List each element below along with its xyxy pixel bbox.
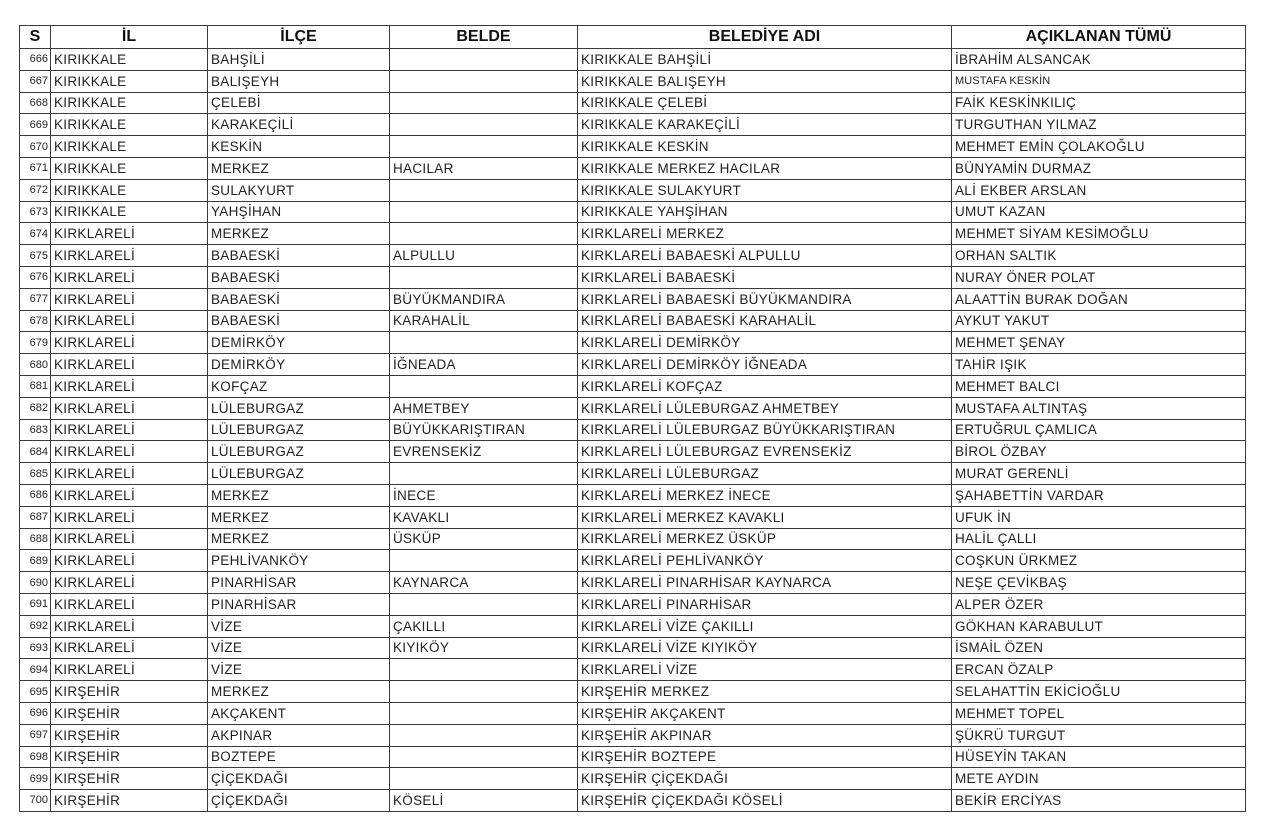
cell-il: KIRKLARELİ — [51, 484, 208, 506]
table-row — [20, 114, 1246, 136]
row-number: 678 — [20, 310, 51, 332]
cell-ilce: BALIŞEYH — [208, 70, 390, 92]
cell-il: KIRKLARELİ — [51, 245, 208, 267]
cell-belde — [390, 702, 578, 724]
cell-il: KIRKLARELİ — [51, 506, 208, 528]
cell-aciklanan-tumu: GÖKHAN KARABULUT — [952, 615, 1246, 637]
cell-belediye-adi: KIRIKKALE MERKEZ HACILAR — [578, 157, 952, 179]
table-row — [20, 746, 1246, 768]
cell-ilce: ÇELEBİ — [208, 92, 390, 114]
row-number: 693 — [20, 637, 51, 659]
cell-ilce: VİZE — [208, 659, 390, 681]
cell-belediye-adi: KIRKLARELİ LÜLEBURGAZ — [578, 463, 952, 485]
row-number: 681 — [20, 375, 51, 397]
row-number: 672 — [20, 179, 51, 201]
cell-il: KIRKLARELİ — [51, 288, 208, 310]
table-row — [20, 70, 1246, 92]
cell-belediye-adi: KIRKLARELİ BABAESKİ ALPULLU — [578, 245, 952, 267]
cell-belde — [390, 768, 578, 790]
table-row — [20, 441, 1246, 463]
cell-ilce: BOZTEPE — [208, 746, 390, 768]
row-number: 685 — [20, 463, 51, 485]
cell-ilce: LÜLEBURGAZ — [208, 397, 390, 419]
row-number: 676 — [20, 266, 51, 288]
row-number: 674 — [20, 223, 51, 245]
cell-belde — [390, 223, 578, 245]
table-row — [20, 615, 1246, 637]
cell-belde: KAVAKLI — [390, 506, 578, 528]
cell-il: KIRIKKALE — [51, 49, 208, 71]
cell-ilce: PEHLİVANKÖY — [208, 550, 390, 572]
cell-ilce: SULAKYURT — [208, 179, 390, 201]
cell-belediye-adi: KIRKLARELİ MERKEZ İNECE — [578, 484, 952, 506]
cell-belediye-adi: KIRŞEHİR AKÇAKENT — [578, 702, 952, 724]
row-number: 695 — [20, 681, 51, 703]
cell-ilce: KESKİN — [208, 136, 390, 158]
table-row — [20, 659, 1246, 681]
row-number: 667 — [20, 70, 51, 92]
cell-aciklanan-tumu: AYKUT YAKUT — [952, 310, 1246, 332]
cell-ilce: DEMİRKÖY — [208, 332, 390, 354]
cell-belediye-adi: KIRKLARELİ LÜLEBURGAZ EVRENSEKİZ — [578, 441, 952, 463]
row-number: 684 — [20, 441, 51, 463]
cell-belediye-adi: KIRKLARELİ PEHLİVANKÖY — [578, 550, 952, 572]
cell-belde — [390, 659, 578, 681]
header-s: S — [20, 26, 51, 49]
cell-il: KIRIKKALE — [51, 92, 208, 114]
row-number: 690 — [20, 572, 51, 594]
cell-il: KIRŞEHİR — [51, 724, 208, 746]
cell-il: KIRŞEHİR — [51, 790, 208, 812]
header-il: İL — [51, 26, 208, 49]
cell-il: KIRŞEHİR — [51, 768, 208, 790]
cell-il: KIRŞEHİR — [51, 746, 208, 768]
cell-belediye-adi: KIRKLARELİ BABAESKİ — [578, 266, 952, 288]
cell-belde: İĞNEADA — [390, 354, 578, 376]
cell-il: KIRIKKALE — [51, 157, 208, 179]
cell-belde: EVRENSEKİZ — [390, 441, 578, 463]
table-row — [20, 397, 1246, 419]
cell-belde — [390, 746, 578, 768]
row-number: 675 — [20, 245, 51, 267]
cell-belde — [390, 550, 578, 572]
table-row — [20, 593, 1246, 615]
cell-ilce: YAHŞİHAN — [208, 201, 390, 223]
cell-belediye-adi: KIRKLARELİ BABAESKİ BÜYÜKMANDIRA — [578, 288, 952, 310]
table-row — [20, 572, 1246, 594]
row-number: 694 — [20, 659, 51, 681]
cell-aciklanan-tumu: COŞKUN ÜRKMEZ — [952, 550, 1246, 572]
table-row — [20, 790, 1246, 812]
cell-belediye-adi: KIRKLARELİ MERKEZ ÜSKÜP — [578, 528, 952, 550]
cell-belediye-adi: KIRŞEHİR ÇİÇEKDAĞI — [578, 768, 952, 790]
row-number: 671 — [20, 157, 51, 179]
cell-belde — [390, 724, 578, 746]
cell-ilce: MERKEZ — [208, 681, 390, 703]
cell-belde — [390, 136, 578, 158]
cell-il: KIRKLARELİ — [51, 615, 208, 637]
table-row — [20, 332, 1246, 354]
results-table — [19, 25, 1246, 812]
cell-il: KIRKLARELİ — [51, 223, 208, 245]
cell-ilce: BABAESKİ — [208, 288, 390, 310]
cell-belde — [390, 201, 578, 223]
cell-belde: KÖSELİ — [390, 790, 578, 812]
cell-aciklanan-tumu: ERTUĞRUL ÇAMLICA — [952, 419, 1246, 441]
cell-belediye-adi: KIRIKKALE YAHŞİHAN — [578, 201, 952, 223]
cell-belde — [390, 332, 578, 354]
table-row — [20, 681, 1246, 703]
cell-belediye-adi: KIRKLARELİ VİZE ÇAKILLI — [578, 615, 952, 637]
cell-ilce: MERKEZ — [208, 528, 390, 550]
cell-il: KIRKLARELİ — [51, 419, 208, 441]
row-number: 686 — [20, 484, 51, 506]
cell-aciklanan-tumu: METE AYDIN — [952, 768, 1246, 790]
cell-il: KIRKLARELİ — [51, 659, 208, 681]
cell-ilce: AKPINAR — [208, 724, 390, 746]
cell-belediye-adi: KIRKLARELİ VİZE KIYIKÖY — [578, 637, 952, 659]
cell-belediye-adi: KIRKLARELİ LÜLEBURGAZ AHMETBEY — [578, 397, 952, 419]
cell-belde — [390, 593, 578, 615]
table-row — [20, 201, 1246, 223]
cell-ilce: BABAESKİ — [208, 310, 390, 332]
row-number: 683 — [20, 419, 51, 441]
cell-il: KIRKLARELİ — [51, 310, 208, 332]
cell-aciklanan-tumu: MUSTAFA ALTINTAŞ — [952, 397, 1246, 419]
cell-belediye-adi: KIRIKKALE KESKİN — [578, 136, 952, 158]
cell-belediye-adi: KIRIKKALE KARAKEÇİLİ — [578, 114, 952, 136]
cell-belde — [390, 266, 578, 288]
cell-aciklanan-tumu: İBRAHİM ALSANCAK — [952, 49, 1246, 71]
table-row — [20, 484, 1246, 506]
cell-aciklanan-tumu: FAİK KESKİNKILIÇ — [952, 92, 1246, 114]
cell-il: KIRŞEHİR — [51, 681, 208, 703]
row-number: 697 — [20, 724, 51, 746]
table-row — [20, 245, 1246, 267]
cell-belde — [390, 681, 578, 703]
cell-ilce: ÇİÇEKDAĞI — [208, 768, 390, 790]
row-number: 680 — [20, 354, 51, 376]
cell-aciklanan-tumu: ALİ EKBER ARSLAN — [952, 179, 1246, 201]
cell-belde: ÇAKILLI — [390, 615, 578, 637]
table-row — [20, 506, 1246, 528]
row-number: 682 — [20, 397, 51, 419]
cell-il: KIRŞEHİR — [51, 702, 208, 724]
cell-ilce: VİZE — [208, 615, 390, 637]
cell-ilce: LÜLEBURGAZ — [208, 441, 390, 463]
row-number: 687 — [20, 506, 51, 528]
cell-belediye-adi: KIRIKKALE BALIŞEYH — [578, 70, 952, 92]
row-number: 677 — [20, 288, 51, 310]
cell-ilce: PINARHİSAR — [208, 593, 390, 615]
cell-aciklanan-tumu: HÜSEYİN TAKAN — [952, 746, 1246, 768]
cell-belde: KIYIKÖY — [390, 637, 578, 659]
table-row — [20, 157, 1246, 179]
cell-aciklanan-tumu: İSMAİL ÖZEN — [952, 637, 1246, 659]
cell-belde — [390, 375, 578, 397]
table-row — [20, 724, 1246, 746]
cell-belediye-adi: KIRIKKALE SULAKYURT — [578, 179, 952, 201]
header-row — [20, 26, 1246, 49]
cell-ilce: LÜLEBURGAZ — [208, 463, 390, 485]
cell-aciklanan-tumu: ALAATTİN BURAK DOĞAN — [952, 288, 1246, 310]
table-row — [20, 179, 1246, 201]
row-number: 688 — [20, 528, 51, 550]
cell-belde: BÜYÜKKARIŞTIRAN — [390, 419, 578, 441]
cell-belediye-adi: KIRKLARELİ LÜLEBURGAZ BÜYÜKKARIŞTIRAN — [578, 419, 952, 441]
cell-belde — [390, 92, 578, 114]
cell-aciklanan-tumu: NURAY ÖNER POLAT — [952, 266, 1246, 288]
cell-belde — [390, 49, 578, 71]
cell-belediye-adi: KIRŞEHİR ÇİÇEKDAĞI KÖSELİ — [578, 790, 952, 812]
cell-il: KIRKLARELİ — [51, 572, 208, 594]
table-row — [20, 702, 1246, 724]
table-body — [20, 49, 1246, 812]
cell-ilce: BABAESKİ — [208, 266, 390, 288]
cell-aciklanan-tumu: MEHMET EMİN ÇOLAKOĞLU — [952, 136, 1246, 158]
cell-aciklanan-tumu: TAHİR IŞIK — [952, 354, 1246, 376]
cell-belde: ÜSKÜP — [390, 528, 578, 550]
cell-ilce: DEMİRKÖY — [208, 354, 390, 376]
cell-aciklanan-tumu: UFUK İN — [952, 506, 1246, 528]
cell-aciklanan-tumu: ALPER ÖZER — [952, 593, 1246, 615]
row-number: 699 — [20, 768, 51, 790]
cell-belediye-adi: KIRŞEHİR AKPINAR — [578, 724, 952, 746]
cell-belde: HACILAR — [390, 157, 578, 179]
cell-il: KIRIKKALE — [51, 179, 208, 201]
cell-ilce: ÇİÇEKDAĞI — [208, 790, 390, 812]
cell-ilce: MERKEZ — [208, 506, 390, 528]
header-aciklanan-tumu: AÇIKLANAN TÜMÜ — [952, 26, 1246, 49]
cell-aciklanan-tumu: MURAT GERENLİ — [952, 463, 1246, 485]
cell-il: KIRIKKALE — [51, 114, 208, 136]
cell-aciklanan-tumu: NEŞE ÇEVİKBAŞ — [952, 572, 1246, 594]
cell-ilce: MERKEZ — [208, 223, 390, 245]
cell-belde: KARAHALİL — [390, 310, 578, 332]
cell-aciklanan-tumu: HALİL ÇALLI — [952, 528, 1246, 550]
table-row — [20, 266, 1246, 288]
row-number: 692 — [20, 615, 51, 637]
cell-ilce: AKÇAKENT — [208, 702, 390, 724]
row-number: 691 — [20, 593, 51, 615]
cell-belde — [390, 70, 578, 92]
table-row — [20, 136, 1246, 158]
row-number: 689 — [20, 550, 51, 572]
table-row — [20, 768, 1246, 790]
header-belde: BELDE — [390, 26, 578, 49]
cell-aciklanan-tumu: UMUT KAZAN — [952, 201, 1246, 223]
table-row — [20, 354, 1246, 376]
cell-belediye-adi: KIRKLARELİ MERKEZ — [578, 223, 952, 245]
cell-belediye-adi: KIRŞEHİR MERKEZ — [578, 681, 952, 703]
cell-aciklanan-tumu: TURGUTHAN YILMAZ — [952, 114, 1246, 136]
table-row — [20, 528, 1246, 550]
cell-belde: İNECE — [390, 484, 578, 506]
cell-il: KIRKLARELİ — [51, 375, 208, 397]
table-row — [20, 288, 1246, 310]
cell-belediye-adi: KIRKLARELİ KOFÇAZ — [578, 375, 952, 397]
table-row — [20, 375, 1246, 397]
row-number: 673 — [20, 201, 51, 223]
cell-belediye-adi: KIRKLARELİ PINARHİSAR KAYNARCA — [578, 572, 952, 594]
table-row — [20, 223, 1246, 245]
cell-belde: BÜYÜKMANDIRA — [390, 288, 578, 310]
cell-ilce: BAHŞİLİ — [208, 49, 390, 71]
cell-aciklanan-tumu: ŞAHABETTİN VARDAR — [952, 484, 1246, 506]
cell-belediye-adi: KIRKLARELİ DEMİRKÖY — [578, 332, 952, 354]
cell-il: KIRKLARELİ — [51, 593, 208, 615]
cell-il: KIRIKKALE — [51, 136, 208, 158]
cell-belediye-adi: KIRKLARELİ BABAESKİ KARAHALİL — [578, 310, 952, 332]
cell-ilce: VİZE — [208, 637, 390, 659]
row-number: 679 — [20, 332, 51, 354]
cell-ilce: LÜLEBURGAZ — [208, 419, 390, 441]
cell-il: KIRKLARELİ — [51, 397, 208, 419]
cell-belediye-adi: KIRKLARELİ VİZE — [578, 659, 952, 681]
row-number: 698 — [20, 746, 51, 768]
cell-il: KIRKLARELİ — [51, 266, 208, 288]
table-header — [20, 26, 1246, 49]
cell-aciklanan-tumu: ERCAN ÖZALP — [952, 659, 1246, 681]
cell-aciklanan-tumu: ŞÜKRÜ TURGUT — [952, 724, 1246, 746]
table-row — [20, 550, 1246, 572]
table-row — [20, 310, 1246, 332]
cell-ilce: MERKEZ — [208, 157, 390, 179]
table-row — [20, 637, 1246, 659]
cell-belediye-adi: KIRIKKALE BAHŞİLİ — [578, 49, 952, 71]
cell-il: KIRKLARELİ — [51, 528, 208, 550]
cell-il: KIRKLARELİ — [51, 332, 208, 354]
cell-belde — [390, 114, 578, 136]
cell-belediye-adi: KIRKLARELİ DEMİRKÖY İĞNEADA — [578, 354, 952, 376]
cell-ilce: KARAKEÇİLİ — [208, 114, 390, 136]
cell-ilce: MERKEZ — [208, 484, 390, 506]
cell-il: KIRKLARELİ — [51, 463, 208, 485]
table-row — [20, 419, 1246, 441]
cell-belediye-adi: KIRŞEHİR BOZTEPE — [578, 746, 952, 768]
cell-il: KIRKLARELİ — [51, 550, 208, 572]
cell-il: KIRIKKALE — [51, 70, 208, 92]
cell-belediye-adi: KIRKLARELİ PINARHİSAR — [578, 593, 952, 615]
cell-aciklanan-tumu: MEHMET TOPEL — [952, 702, 1246, 724]
cell-il: KIRKLARELİ — [51, 441, 208, 463]
row-number: 668 — [20, 92, 51, 114]
cell-belediye-adi: KIRKLARELİ MERKEZ KAVAKLI — [578, 506, 952, 528]
cell-aciklanan-tumu: BÜNYAMİN DURMAZ — [952, 157, 1246, 179]
cell-belde: AHMETBEY — [390, 397, 578, 419]
cell-ilce: KOFÇAZ — [208, 375, 390, 397]
row-number: 670 — [20, 136, 51, 158]
cell-il: KIRIKKALE — [51, 201, 208, 223]
table-row — [20, 463, 1246, 485]
cell-ilce: PINARHİSAR — [208, 572, 390, 594]
cell-aciklanan-tumu: SELAHATTİN EKİCİOĞLU — [952, 681, 1246, 703]
cell-il: KIRKLARELİ — [51, 637, 208, 659]
cell-aciklanan-tumu: ORHAN SALTIK — [952, 245, 1246, 267]
row-number: 669 — [20, 114, 51, 136]
cell-belediye-adi: KIRIKKALE ÇELEBİ — [578, 92, 952, 114]
row-number: 700 — [20, 790, 51, 812]
cell-aciklanan-tumu: MEHMET BALCI — [952, 375, 1246, 397]
header-ilce: İLÇE — [208, 26, 390, 49]
cell-ilce: BABAESKİ — [208, 245, 390, 267]
header-belediye-adi: BELEDİYE ADI — [578, 26, 952, 49]
cell-aciklanan-tumu: MUSTAFA KESKİN — [952, 70, 1246, 92]
cell-aciklanan-tumu: BEKİR ERCİYAS — [952, 790, 1246, 812]
cell-belde: KAYNARCA — [390, 572, 578, 594]
cell-belde: ALPULLU — [390, 245, 578, 267]
row-number: 666 — [20, 49, 51, 71]
cell-belde — [390, 463, 578, 485]
cell-belde — [390, 179, 578, 201]
cell-aciklanan-tumu: MEHMET ŞENAY — [952, 332, 1246, 354]
cell-aciklanan-tumu: BİROL ÖZBAY — [952, 441, 1246, 463]
table-row — [20, 49, 1246, 71]
cell-il: KIRKLARELİ — [51, 354, 208, 376]
cell-aciklanan-tumu: MEHMET SİYAM KESİMOĞLU — [952, 223, 1246, 245]
table-row — [20, 92, 1246, 114]
row-number: 696 — [20, 702, 51, 724]
